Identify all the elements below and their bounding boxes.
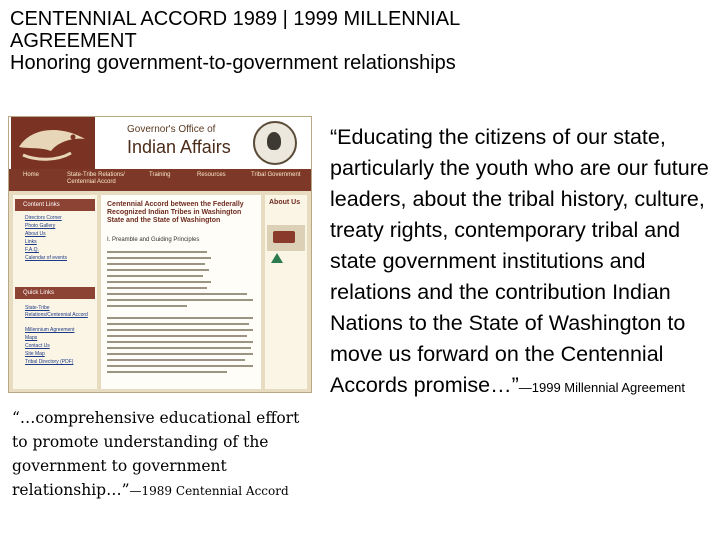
quick-link[interactable]: Millennium Agreement xyxy=(25,327,75,333)
nav-training[interactable]: Training xyxy=(149,172,171,178)
quick-link[interactable]: Maps xyxy=(25,335,38,341)
site-main-content xyxy=(101,195,261,389)
slide-title-block xyxy=(10,8,610,74)
site-org-line1: Governor's Office of xyxy=(127,124,216,135)
text-line xyxy=(107,341,253,343)
slide-title-line2: AGREEMENT xyxy=(10,30,137,52)
text-line xyxy=(107,353,253,355)
text-line xyxy=(107,323,249,325)
main-content-title: Centennial Accord between the Federally Recognized Indian Tribes in Washington State and the State of Washington xyxy=(107,201,244,224)
site-nav xyxy=(9,169,311,191)
content-link[interactable]: Links xyxy=(25,239,37,245)
site-header xyxy=(9,117,311,169)
text-line xyxy=(107,251,207,253)
site-right-column xyxy=(265,195,307,389)
quote-1989 xyxy=(12,406,312,503)
salmon-logo-icon xyxy=(11,117,95,169)
mountain-logo-icon xyxy=(271,253,283,263)
main-content-section: I. Preamble and Guiding Principles xyxy=(107,237,200,243)
nav-home[interactable]: Home xyxy=(23,172,40,178)
text-line xyxy=(107,263,205,265)
quote-1999-text: “Educating the citizens of our state, particularly the youth who are our future leaders, about the tribal history, culture, treaty rights, contemporary tribal and state government institutions and relations and the contribution Indian Nations to the State of Washington to move us forward on the Centennial Accords promise…” xyxy=(330,125,709,397)
text-line xyxy=(107,359,245,361)
quick-link[interactable]: Site Map xyxy=(25,351,45,357)
quote-1989-attribution: —1989 Centennial Accord xyxy=(129,484,289,498)
quick-link[interactable]: Tribal Directory (PDF) xyxy=(25,359,74,365)
content-link[interactable]: Photo Gallery xyxy=(25,223,56,229)
content-links-header: Content Links xyxy=(15,199,95,211)
content-link[interactable]: About Us xyxy=(25,231,46,237)
text-line xyxy=(107,287,207,289)
quote-1999 xyxy=(330,122,715,403)
text-line xyxy=(107,317,253,319)
quick-links-header: Quick Links xyxy=(15,287,95,299)
content-link[interactable]: Directors Corner xyxy=(25,215,62,221)
content-link[interactable]: Calendar of events xyxy=(25,255,67,261)
text-line xyxy=(107,257,211,259)
text-line xyxy=(107,371,227,373)
text-line xyxy=(107,293,247,295)
site-org-line2: Indian Affairs xyxy=(127,137,231,157)
text-line xyxy=(107,269,209,271)
quote-1999-attribution: —1999 Millennial Agreement xyxy=(518,380,685,395)
text-line xyxy=(107,329,253,331)
about-us-heading: About Us xyxy=(269,199,301,206)
nav-tribal-government[interactable]: Tribal Government xyxy=(251,172,301,178)
slide-title-line1: CENTENNIAL ACCORD 1989 | 1999 MILLENNIAL xyxy=(10,8,461,30)
quick-link[interactable]: State-Tribe Relations/Centennial Accord xyxy=(25,305,88,318)
text-line xyxy=(107,275,203,277)
text-line xyxy=(107,299,253,301)
washington-map-icon xyxy=(267,225,305,251)
text-line xyxy=(107,305,187,307)
website-screenshot xyxy=(8,116,312,393)
nav-state-tribe-relations[interactable]: State-Tribe Relations/ Centennial Accord xyxy=(67,172,125,185)
quick-link[interactable]: Contact Us xyxy=(25,343,50,349)
slide-subtitle: Honoring government-to-government relationships xyxy=(10,52,456,74)
content-link[interactable]: F.A.Q. xyxy=(25,247,39,253)
state-seal-icon xyxy=(253,121,297,165)
text-line xyxy=(107,347,251,349)
quote-1989-text: “…comprehensive educational effort to promote understanding of the government to government relationship…” xyxy=(12,409,300,499)
nav-resources[interactable]: Resources xyxy=(197,172,226,178)
text-line xyxy=(107,335,247,337)
text-line xyxy=(107,281,211,283)
site-sidebar xyxy=(13,195,97,389)
text-line xyxy=(107,365,253,367)
